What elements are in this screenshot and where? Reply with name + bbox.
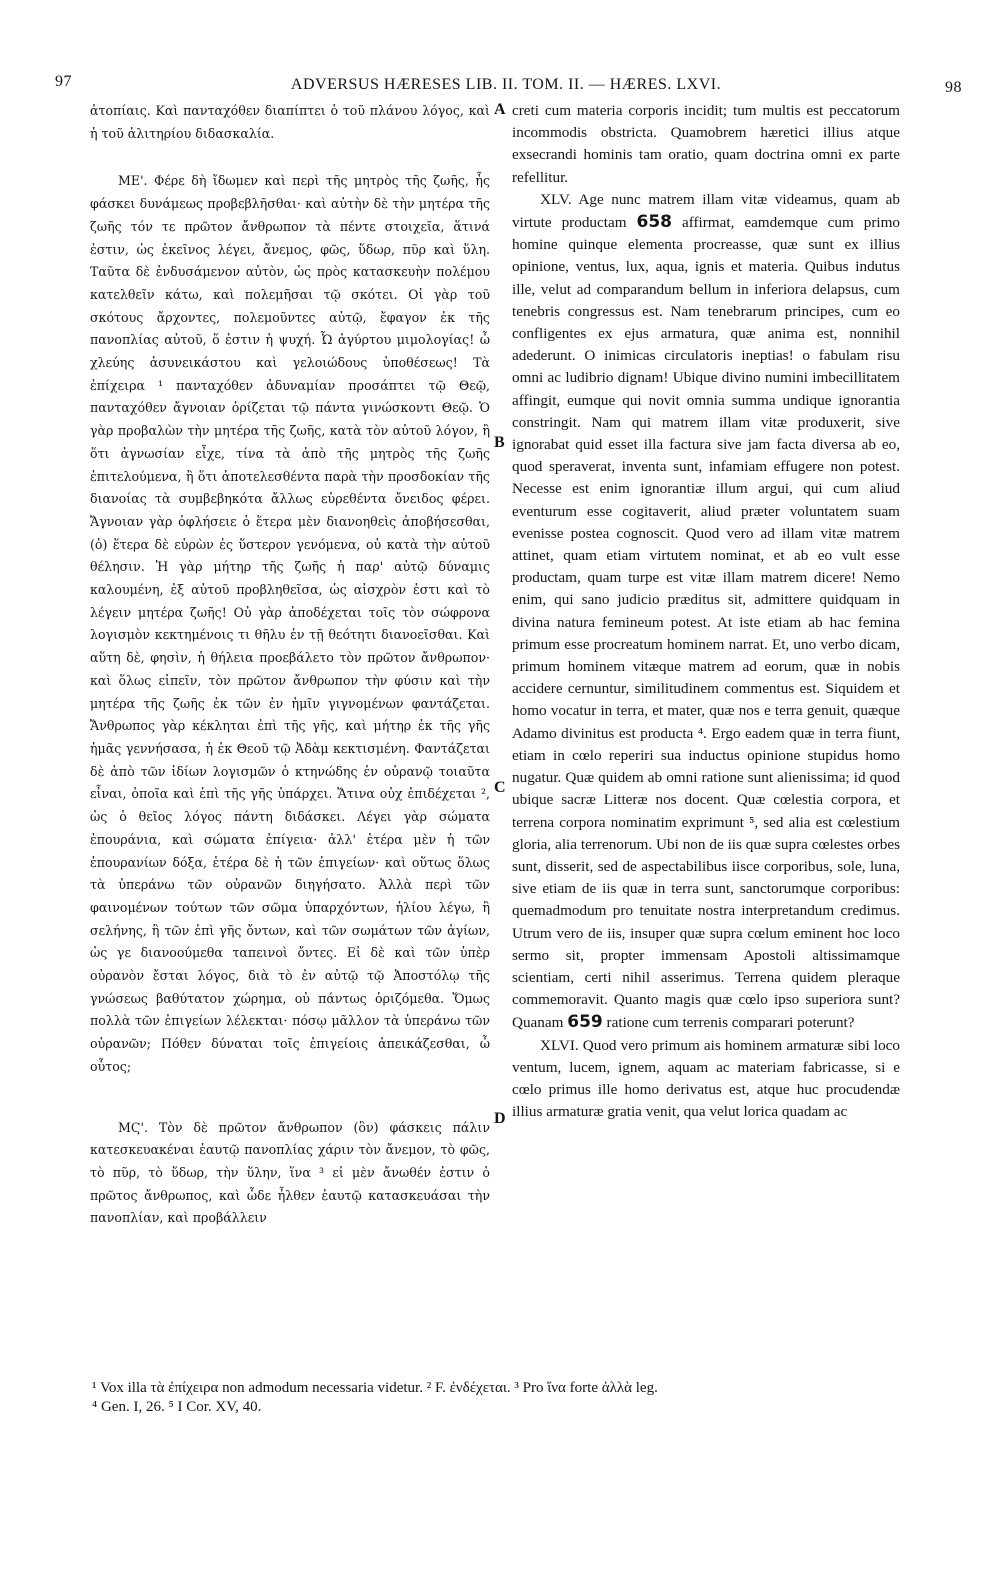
margin-marker-b: B <box>494 434 505 451</box>
latin-paragraph <box>512 189 900 1035</box>
page-number-left: 97 <box>55 73 72 90</box>
greek-paragraph: ΜΕ'. Φέρε δὴ ἴδωμεν καὶ περὶ τῆς μητρὸς τῆς ζωῆς, ἧς φάσκει δυνάμεως προβεβλῆσθαι· καὶ αὐτὴν δὲ τὴν μητέρα τῆς ζωῆς τόν τε πρῶτον ἄνθρωπον τὰ πέντε στοιχεῖα, ἅτινά ἐστιν, ὡς ἐκεῖνος λέγει, ἄνεμος, φῶς, ὕδωρ, πῦρ καὶ ὕλη. Ταῦτα δὲ ἐνδυσάμενον αὐτὸν, ὡς πρὸς κατασκευὴν πολέμου κατελθεῖν κάτω, καὶ πολεμῆσαι τῷ σκότει. Οἱ γὰρ τοῦ σκότους ἄρχοντες, πολεμοῦντες αὐτῷ, ἔφαγον ἐκ τῆς πανοπλίας αὐτοῦ, ὅ ἐστιν ἡ ψυχή. Ὦ ἀγύρτου μιμολογίας! ὦ χλεύης ἀσυνεικάστου καὶ γελοιώδους ὑποθέσεως! Τὰ ἐπίχειρα ¹ πανταχόθεν ἀδυναμίαν προσάπτει τῷ Θεῷ, πανταχόθεν ἄγνοιαν ὁρίζεται τῷ πάντα γινώσκοντι Θεῷ. Ὁ γὰρ προβαλὼν τὴν μητέρα τῆς ζωῆς, κατὰ τὸν αὐτοῦ λόγον, ἢ ὅτι ἀγνωσίαν εἶχε, τίνα τὰ ἀπὸ τῆς μητρὸς τῆς ζωῆς ἐπιτελούμενα, ἢ ὅτι ἀποτελεσθέντα παρὰ τὴν προσδοκίαν τῆς διανοίας τὰ συμβεβηκότα ἄλλως εὑρεθέντα ὄνειδος φέρει. Ἄγνοιαν γὰρ ὀφλήσειε ὁ ἕτερα μὲν διανοηθεὶς ἀποβήσεσθαι, (ὁ) ἕτερα δὲ εὑρὼν ἐς ὕστερον γενόμενα, οὐ κατὰ τὴν αὐτοῦ θέλησιν. Ἡ γὰρ μήτηρ τῆς ζωῆς ἡ παρ' αὐτῷ δύναμις καλουμένη, ἐξ αὐτοῦ προβληθεῖσα, ὡς αἰσχρὸν ἐστι καὶ τὸ λέγειν μητέρα ζωῆς! Οὐ γὰρ ἀποδέχεται τοῖς τὸν σώφρονα λογισμὸν κεκτημένοις τι θῆλυ ἐν τῇ θεότητι διανοεῖσθαι. Καὶ αὕτη δὲ, φησὶν, ἡ θήλεια προεβάλετο τὸν πρῶτον ἄνθρωπον· καὶ ὅλως εἰπεῖν, τὸν πρῶτον ἄνθρωπον τὴν φύσιν καὶ τὴν μητέρα τῆς ζωῆς ἐκ τῶν ἐν ἡμῖν γιγνομένων φαντάζεται. Ἄνθρωπος γὰρ κέκληται ἐπὶ τῆς γῆς, καὶ μήτηρ ἐκ τῆς γῆς ἡμᾶς γεννήσασα, ἡ ἐκ Θεοῦ τῷ Ἀδὰμ κεκτισμένη. Φαντάζεται δὲ ἀπὸ τῶν ἰδίων λογισμῶν ὁ κτηνώδης ἐν οὐρανῷ τοιαῦτα εἶναι, ὁποῖα καὶ ἐπὶ τῆς γῆς ὑπάρχει. Ἅτινα οὐχ ἐπιδέχεται ², ὡς ὁ θεῖος λόγος πάντη διδάσκει. Λέγει γὰρ σώματα ἐπουράνια, καὶ σώματα ἐπίγεια· ἀλλ' ἑτέρα μὲν ἡ τῶν ἐπουρανίων δόξα, ἑτέρα δὲ ἡ τῶν ἐπιγείων· καὶ οὕτως ὅλως τὰ ὑπεράνω τῶν οὐρανῶν διηγήσατο. Ἀλλὰ περὶ τῶν φαινομένων τούτων τῶν σῶμα ὑπαρχόντων, ἡλίου λέγω, ἢ σελήνης, ἢ τῶν ἐπὶ γῆς ὄντων, καὶ τῶν σωμάτων τῶν ἁγίων, ὡς γε διανοούμεθα ταπεινοὶ ὄντες. Εἰ δὲ καὶ τῶν ὑπὲρ οὐρανὸν ἔσται λόγος, διὰ τὸ ἐν αὐτῷ τῷ Ἀποστόλῳ τῆς γνώσεως βαθύτατον χώρημα, οὐ πάντως ὁριζόμεθα. Ὅμως πολλὰ τῶν ἐπιγείων λέλεκται· πόσῳ μᾶλλον τὰ ὑπεράνω τῶν οὐρανῶν; Πόθεν δύναται τοῖς ἐπιγείοις ἀπεικάζεσθαι, ὦ οὗτος; <box>90 173 490 1074</box>
footnotes <box>92 1379 922 1417</box>
latin-text: ratione cum terrenis comparari poterunt? <box>606 1014 855 1032</box>
latin-paragraph: XLVI. Quod vero primum ais hominem armaturæ sibi loco ventum, lucem, ignem, aquam ac materiam fabricasse, si e cœlo primus ille homo derivatus est, atque huc procudendæ illius armaturæ gratia venit, qua velut lorica quadam ac <box>512 1036 900 1121</box>
latin-text: XLV. Age nunc matrem illam vitæ videamus, quam ab virtute productam <box>512 190 900 232</box>
footnote-line: ¹ Vox illa τὰ ἐπίχειρα non admodum necessaria videtur. ² F. ἐνδέχεται. ³ Pro ἵνα forte ἀλλὰ leg. <box>92 1380 658 1396</box>
footnote-line: ⁴ Gen. I, 26. ⁵ I Cor. XV, 40. <box>92 1399 262 1415</box>
latin-column <box>512 100 900 1123</box>
spacer <box>90 145 490 170</box>
column-number-badge: 659 <box>567 1012 603 1033</box>
running-header <box>50 73 962 99</box>
margin-marker-d: D <box>494 1110 506 1127</box>
greek-column <box>90 100 490 1230</box>
spacer <box>90 1079 490 1117</box>
page-number-right: 98 <box>945 79 962 96</box>
margin-marker-c: C <box>494 779 506 796</box>
column-number-badge: 658 <box>636 212 672 233</box>
margin-marker-a: A <box>494 101 506 118</box>
latin-paragraph: creti cum materia corporis incidit; tum multis est peccatorum incommodis obstricta. Quamobrem hæretici illius atque exsecrandi hominis tam oratio, quam doctrina omni ex parte refellitur. <box>512 102 900 186</box>
greek-paragraph: ΜϚ'. Τὸν δὲ πρῶτον ἄνθρωπον (ὃν) φάσκεις πάλιν κατεσκευακέναι ἑαυτῷ πανοπλίας χάριν τὸν ἄνεμον, τὸ φῶς, τὸ πῦρ, τὸ ὕδωρ, τὴν ὕλην, ἵνα ³ εἰ μὲν ἄνωθέν ἐστιν ὁ πρῶτος ἄνθρωπος, καὶ ὧδε ἦλθεν ἑαυτῷ κατασκευάσαι τὴν πανοπλίαν, καὶ προβάλλειν <box>90 1119 490 1226</box>
running-title: ADVERSUS HÆRESES LIB. II. TOM. II. — HÆRES. LXVI. <box>290 76 722 93</box>
greek-paragraph: ἀτοπίαις. Καὶ πανταχόθεν διαπίπτει ὁ τοῦ πλάνου λόγος, καὶ ἡ τοῦ ἀλιτηρίου διδασκαλία. <box>90 103 490 141</box>
latin-text: affirmat, eamdemque cum primo homine quinque elementa procreasse, quæ sunt ex illius opinione, ventus, lux, aqua, ignis et materia. Quibus indutus ille, velut ad comparandum bellum in inferiora delapsus, cum tenebris congressus est. Nam tenebrarum principes, cum eo confligentes ex ejus armatura, quæ anima est, nonnihil adederunt. O inimicas circulatoris ineptias! o fabulam risu omni ac ludibrio dignam! Ubique divino numini imbecillitatem affingit, eumque qui novit omnia summa undique ignorantia constringit. Nam qui matrem illam vitæ produxerit, sive ignorabat quid esset illa factura sive jam facta diversa ab eo, quod speraverat, inventa sunt, infamiam effugere non potest. Necesse est enim ignorantiæ illum argui, qui cum aliud eventurum esse cogitaverit, aliud præter voluntatem suam evenisse postea cognoscit. Quod vero ad illam vitæ matrem attinet, quam etiam virtutem nominat, et ab eo vult esse productam, quam turpe est vitæ illam matrem dicere! Nemo enim, qui sano judicio præditus sit, admittere quidquam in divina natura femineum potest. At iste etiam ab hac femina primum esse procreatum hominem narrat. Et, uno verbo dicam, primum hominem vitæque matrem ad eorum, quæ in nobis accidere cernuntur, similitudinem commentus est. Siquidem et homo vocatur in terra, et mater, quæ nos e terra genuit, quæque Adamo divinitus est producta ⁴. Ergo eadem quæ in terra fiunt, etiam in cœlo reperiri sua inductus opinione stupidus homo nugatur. Quæ quidem ab omni ratione sunt alienissima; id quod ubique sacræ Litteræ nos docent. Quæ cœlestia corpora, et terrena corpora nominatim exprimunt ⁵, sed alia est cœlestium gloria, alia terrenorum. Ubi non de iis quæ supra cœlestes orbes sunt, disserit, sed de aspectabilibus iisce corporibus, sole, luna, sive etiam de iis quæ in terra sunt, sanctorumque corporibus: quemadmodum pro tenuitate nostra interpretandum credimus. Utrum vero de iis, insuper quæ supra cœlum eminent hoc loco sermo sit, propter immensam Apostoli altissimamque scientiam, certi nihil asserimus. Terrena quidem pleraque commemoravit. Quanto magis quæ cœlo ipso superiora sunt? Quanam <box>512 214 901 1032</box>
